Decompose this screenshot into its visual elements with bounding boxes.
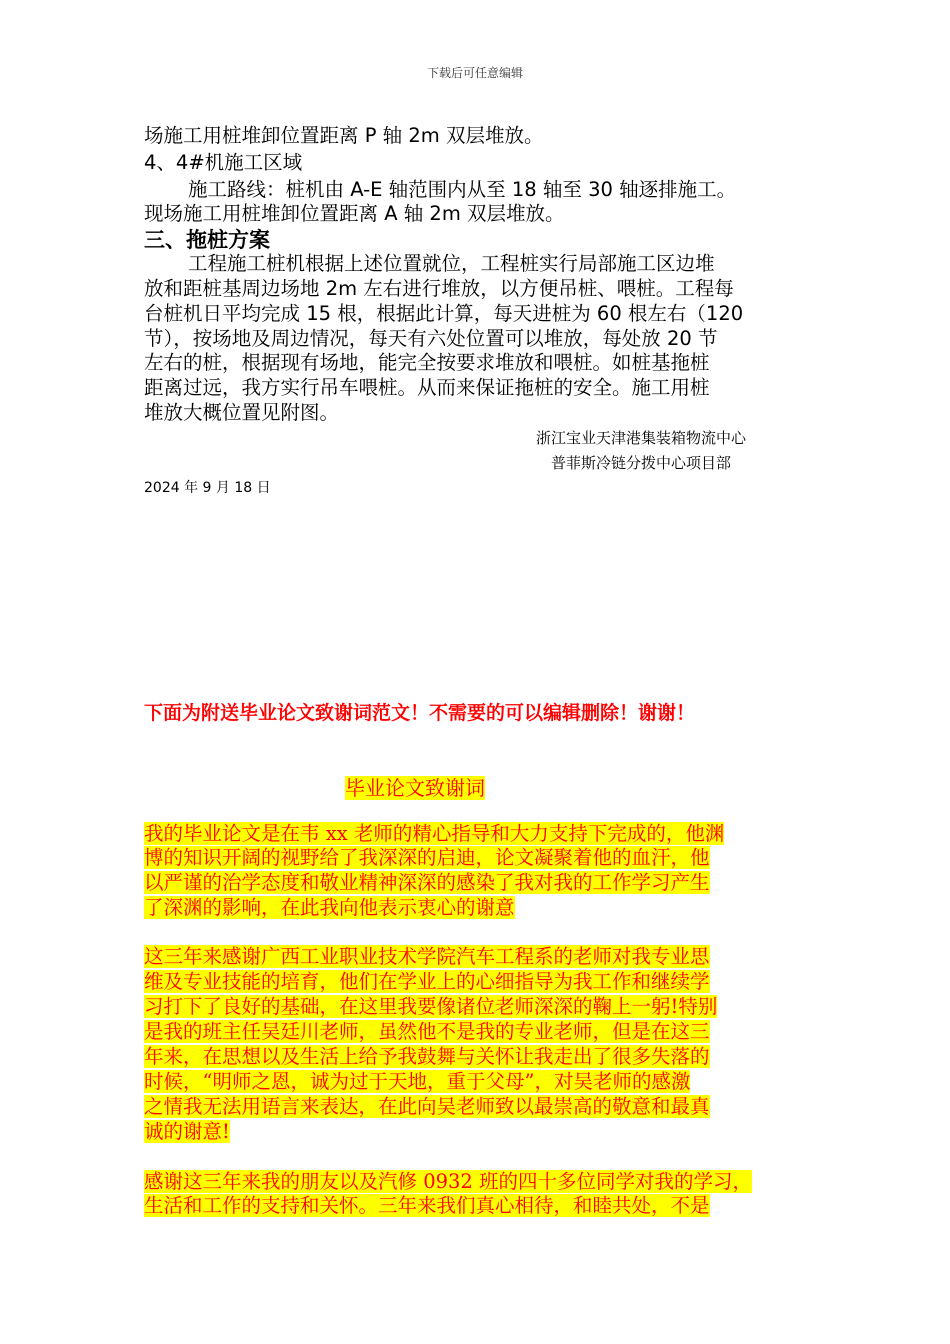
- section-heading: 三、拖桩方案: [144, 228, 270, 252]
- text-line: 距离过远，我方实行吊车喂桩。从而来保证拖桩的安全。施工用桩: [144, 376, 710, 399]
- page-header: 下载后可任意编辑: [426, 66, 523, 80]
- text-line: [144, 1070, 690, 1095]
- text-line: [144, 871, 710, 896]
- thanks-title-text: 毕业论文致谢词: [345, 776, 485, 800]
- text-line: 现场施工用桩堆卸位置距离 A 轴 2m 双层堆放。: [144, 202, 565, 225]
- highlight-text: 感谢这三年来我的朋友以及汽修 0932 班的四十多位同学对我的学习，: [144, 1170, 753, 1193]
- signature-org: 普菲斯冷链分拨中心项目部: [551, 454, 732, 472]
- text-line: [144, 1194, 710, 1219]
- text-line: 节），按场地及周边情况，每天有六处位置可以堆放，每处放 20 节: [144, 327, 718, 350]
- text-line: 左右的桩，根据现有场地，能完全按要求堆放和喂桩。如桩基拖桩: [144, 351, 710, 374]
- highlight-text: 之情我无法用语言来表达，在此向吴老师致以最崇高的敬意和最真: [144, 1095, 710, 1118]
- text-line: 场施工用桩堆卸位置距离 P 轴 2m 双层堆放。: [144, 124, 544, 147]
- text-line: [144, 822, 724, 847]
- text-line: [144, 846, 710, 871]
- text-line: [144, 1120, 230, 1145]
- text-line: [144, 995, 717, 1020]
- text-line: [144, 1170, 752, 1195]
- text-line: [144, 945, 710, 970]
- highlight-text: 了深渊的影响，在此我向他表示衷心的谢意: [144, 896, 515, 919]
- highlight-text: 以严谨的治学态度和敬业精神深深的感染了我对我的工作学习产生: [144, 871, 710, 894]
- text-line: [144, 1095, 710, 1120]
- text-line: 工程施工桩机根据上述位置就位，工程桩实行局部施工区边堆: [188, 252, 715, 275]
- highlight-text: 这三年来感谢广西工业职业技术学院汽车工程系的老师对我专业思: [144, 945, 710, 968]
- highlight-text: 时候，“明师之恩，诚为过于天地，重于父母”，对吴老师的感激: [144, 1070, 691, 1093]
- text-line: 台桩机日平均完成 15 根，根据此计算，每天进桩为 60 根左右（120: [144, 302, 744, 325]
- highlight-text: 年来，在思想以及生活上给予我鼓舞与关怀让我走出了很多失落的: [144, 1045, 710, 1068]
- highlight-text: 博的知识开阔的视野给了我深深的启迪，论文凝聚着他的血汗，他: [144, 846, 710, 869]
- text-line: [144, 1045, 710, 1070]
- text-line: 放和距桩基周边场地 2m 左右进行堆放，以方便吊桩、喂桩。工程每: [144, 277, 734, 300]
- highlight-text: 生活和工作的支持和关怀。三年来我们真心相待，和睦共处，不是: [144, 1194, 710, 1217]
- text-line: [144, 896, 515, 921]
- highlight-text: 诚的谢意!: [144, 1120, 230, 1143]
- highlight-text: 是我的班主任吴廷川老师，虽然他不是我的专业老师，但是在这三: [144, 1020, 710, 1043]
- area-4-title: 4、4#机施工区域: [144, 151, 303, 174]
- highlight-text: 维及专业技能的培育，他们在学业上的心细指导为我工作和继续学: [144, 970, 710, 993]
- text-line: 施工路线：桩机由 A-E 轴范围内从至 18 轴至 30 轴逐排施工。: [188, 178, 737, 201]
- thanks-title: [345, 772, 485, 801]
- signature-org: 浙江宝业天津港集装箱物流中心: [536, 429, 747, 447]
- text-line: [144, 1020, 710, 1045]
- highlight-text: 习打下了良好的基础，在这里我要像诸位老师深深的鞠上一躬!特别: [144, 995, 718, 1018]
- notice-text: 下面为附送毕业论文致谢词范文！不需要的可以编辑删除！谢谢！: [144, 702, 696, 724]
- text-line: 堆放大概位置见附图。: [144, 401, 340, 424]
- text-line: [144, 970, 710, 995]
- signature-date: 2024 年 9 月 18 日: [144, 480, 271, 496]
- highlight-text: 我的毕业论文是在韦 xx 老师的精心指导和大力支持下完成的，他渊: [144, 822, 725, 845]
